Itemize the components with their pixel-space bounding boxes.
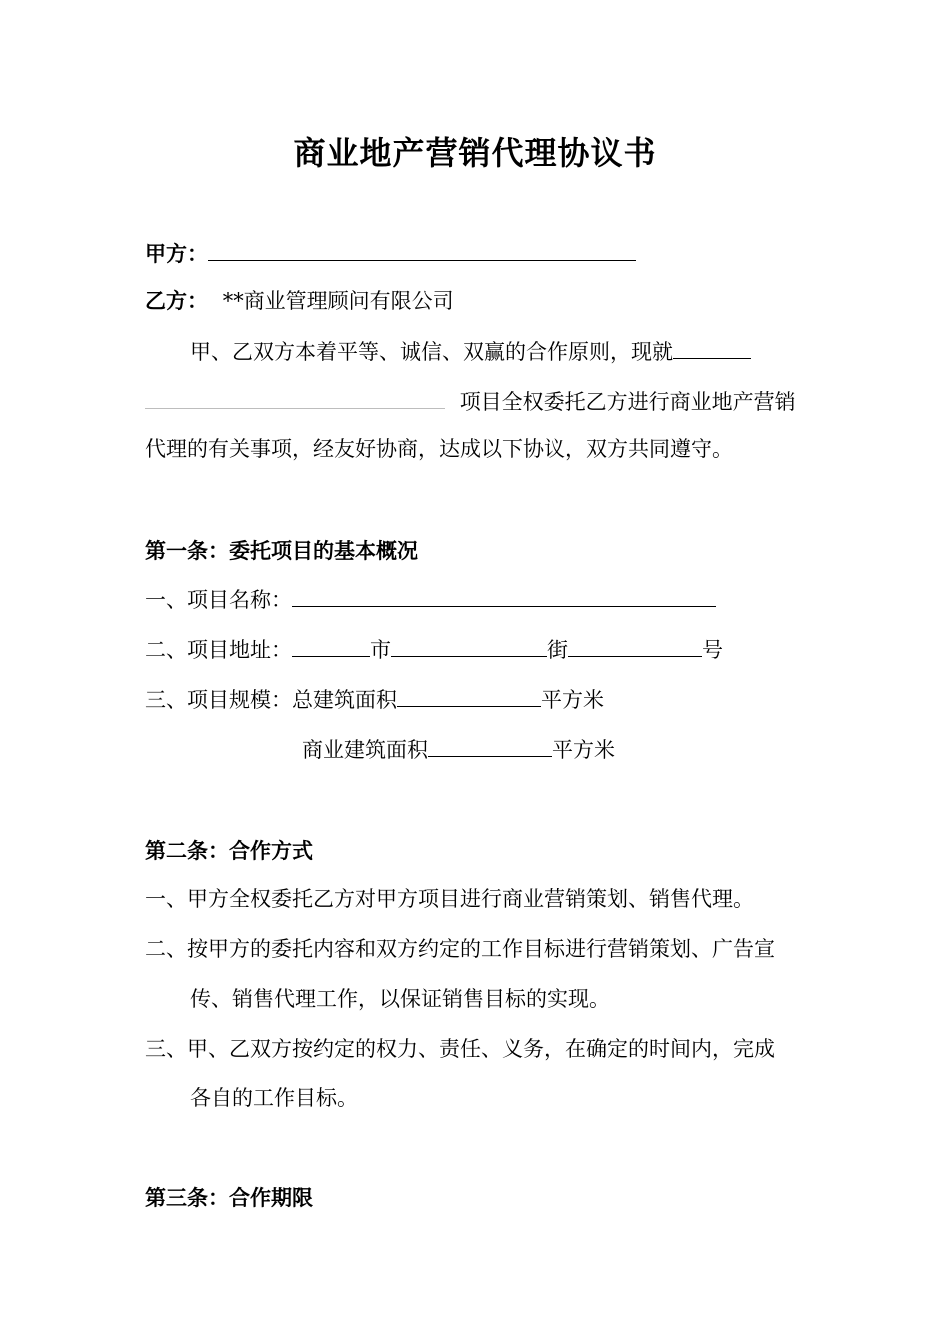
city-blank [292, 634, 370, 657]
number-unit: 号 [702, 638, 723, 662]
intro-line-2: 项目全权委托乙方进行商业地产营销 [145, 386, 796, 417]
article-2-item-2-line-1: 二、按甲方的委托内容和双方约定的工作目标进行营销策划、广告宣 [145, 937, 775, 961]
project-name-blank [292, 584, 716, 607]
article-2-item-3-line-1: 三、甲、乙双方按约定的权力、责任、义务，在确定的时间内，完成 [145, 1037, 775, 1061]
project-address-label: 二、项目地址： [145, 638, 292, 662]
commercial-area-row [302, 734, 615, 765]
intro-line-1: 甲、乙双方本着平等、诚信、双赢的合作原则，现就 [190, 336, 751, 367]
party-b-row [145, 286, 454, 316]
number-blank [568, 634, 702, 657]
project-blank-2 [145, 386, 445, 409]
article-2-item-3-line-2: 各自的工作目标。 [190, 1086, 358, 1110]
intro-line-3: 代理的有关事项，经友好协商，达成以下协议，双方共同遵守。 [145, 437, 733, 461]
project-address-row [145, 634, 723, 665]
project-name-label: 一、项目名称： [145, 588, 292, 612]
street-unit: 街 [547, 638, 568, 662]
project-name-row [145, 584, 716, 615]
document-title: 商业地产营销代理协议书 [293, 134, 657, 172]
project-blank-1 [673, 336, 751, 359]
article-2-item-1: 一、甲方全权委托乙方对甲方项目进行商业营销策划、销售代理。 [145, 887, 754, 911]
party-a-label: 甲方： [145, 242, 208, 266]
article-3-heading: 第三条：合作期限 [145, 1186, 313, 1210]
total-area-label: 三、项目规模：总建筑面积 [145, 688, 397, 712]
street-blank [391, 634, 547, 657]
total-area-blank [397, 684, 541, 707]
party-b-label: 乙方： [145, 289, 208, 313]
commercial-area-unit: 平方米 [552, 738, 615, 762]
project-scale-row [145, 684, 604, 715]
article-1-heading: 第一条：委托项目的基本概况 [145, 539, 418, 563]
commercial-area-label: 商业建筑面积 [302, 738, 428, 762]
total-area-unit: 平方米 [541, 688, 604, 712]
party-a-blank [208, 238, 636, 261]
party-a-row [145, 238, 636, 269]
article-2-item-2-line-2: 传、销售代理工作，以保证销售目标的实现。 [190, 987, 610, 1011]
article-2-heading: 第二条：合作方式 [145, 839, 313, 863]
city-unit: 市 [370, 638, 391, 662]
party-b-name: **商业管理顾问有限公司 [222, 289, 454, 313]
commercial-area-blank [428, 734, 552, 757]
